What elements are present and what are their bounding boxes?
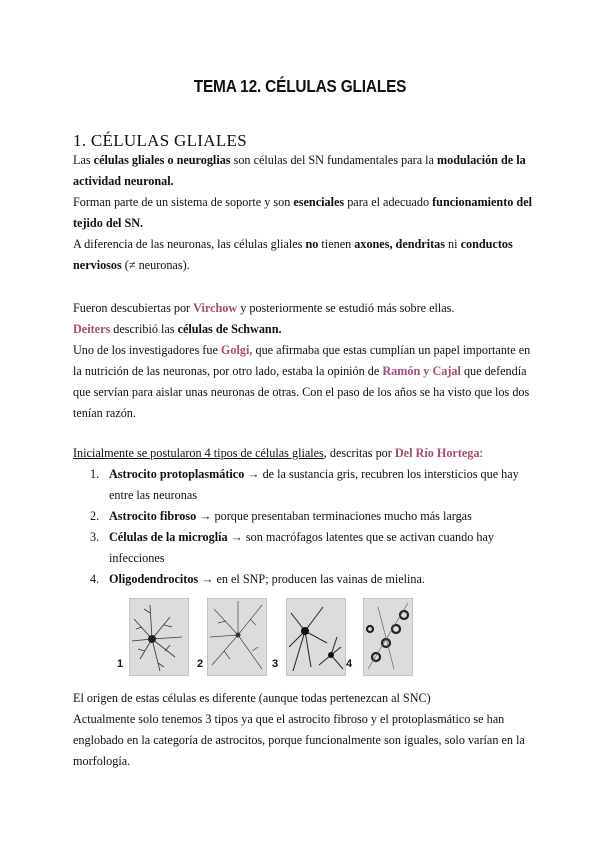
- figure-label: 3: [272, 658, 279, 670]
- figure-microglia: [286, 598, 346, 676]
- paragraph-history: [73, 298, 533, 424]
- glia-type-list: [73, 464, 533, 590]
- text-line: Las células gliales o neuroglias son células del SN fundamentales para la modulación de la actividad neuronal.: [73, 153, 526, 188]
- figure-protoplasmic-astrocyte: [129, 598, 189, 676]
- text-line: A diferencia de las neuronas, las células gliales no tienen axones, dendritas ni conductos nerviosos (≠ neuronas).: [73, 237, 513, 272]
- list-item: 4. Oligodendrocitos → en el SNP; producen las vainas de mielina.: [90, 572, 425, 586]
- text-line: El origen de estas células es diferente (aunque todas pertenezcan al SNC): [73, 691, 431, 705]
- highlight-name: Ramón y Cajal: [382, 364, 461, 378]
- list-item: 2. Astrocito fibroso → porque presentaban terminaciones mucho más largas: [90, 509, 472, 523]
- highlight-name: Del Río Hortega: [394, 446, 480, 460]
- text-line: Deiters describió las células de Schwann.: [73, 322, 282, 336]
- figure-fibrous-astrocyte: [207, 598, 267, 676]
- figure-oligodendrocyte: [363, 598, 413, 676]
- figure-label: 1: [117, 658, 124, 670]
- list-item: 3. Células de la microglía → son macrófagos latentes que se activan cuando hay infecciones: [90, 530, 494, 565]
- text-line: Uno de los investigadores fue Golgi, que afirmaba que estas cumplían un papel importante en la nutrición de las neuronas, por otro lado, estaba la opinión de Ramón y Cajal que defendía que servían para aislar unas neuronas de otras. Con el paso de los años se ha visto que los dos tenían razón.: [73, 343, 531, 420]
- text-line: Actualmente solo tenemos 3 tipos ya que el astrocito fibroso y el protoplasmático se han englobado en la categoría de astrocitos, porque funcionalmente son iguales, solo varían en la morfología.: [73, 712, 525, 768]
- text-line: Inicialmente se postularon 4 tipos de células gliales, descritas por Del Río Hortega:: [73, 446, 483, 460]
- page-title: TEMA 12. CÉLULAS GLIALES: [193, 76, 407, 96]
- list-item: 1. Astrocito protoplasmático → de la sustancia gris, recubren los intersticios que hay entre las neuronas: [90, 467, 519, 502]
- highlight-name: Deiters: [73, 322, 111, 336]
- text-line: Forman parte de un sistema de soporte y son esenciales para el adecuado funcionamiento del tejido del SN.: [73, 195, 532, 230]
- highlight-name: Virchow: [193, 301, 238, 315]
- paragraph-definition: [73, 150, 533, 276]
- figure-label: 4: [346, 658, 353, 670]
- section-heading: 1. CÉLULAS GLIALES: [73, 131, 247, 150]
- paragraph-origin: [73, 688, 533, 772]
- highlight-name: Golgi,: [220, 343, 253, 357]
- text-line: Fueron descubiertas por Virchow y posteriormente se estudió más sobre ellas.: [73, 301, 455, 315]
- paragraph-types: [73, 443, 533, 590]
- figure-label: 2: [197, 658, 204, 670]
